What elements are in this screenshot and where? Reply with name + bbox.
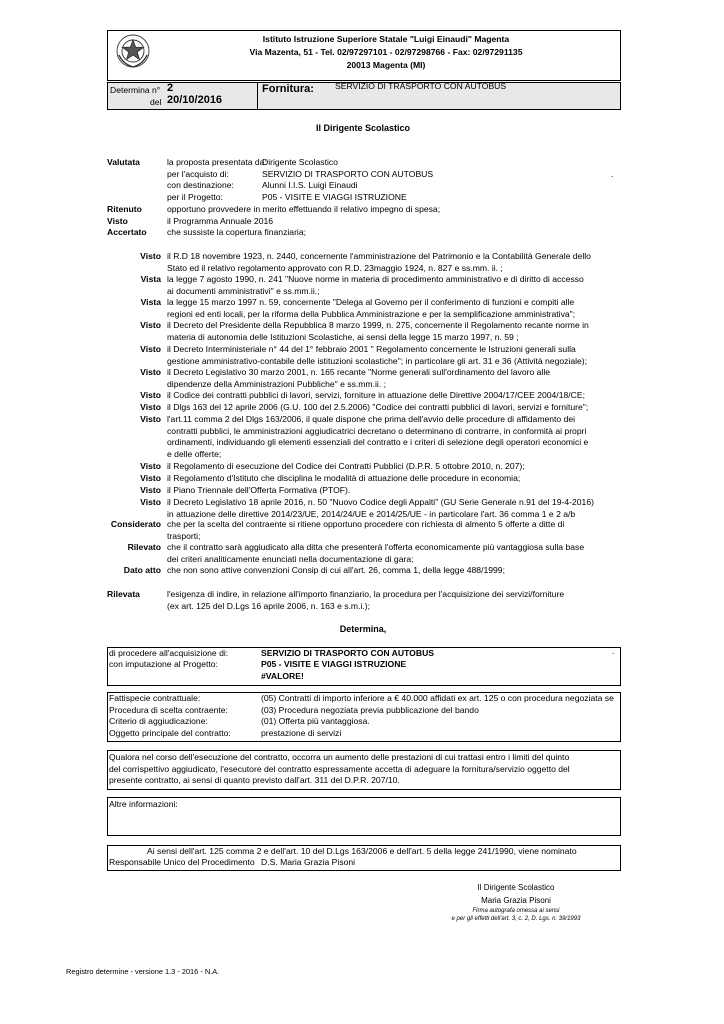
visto-line: la legge 7 agosto 1990, n. 241 "Nuove norme in materia di procedimento amministrativo e di diritto di accesso xyxy=(167,274,584,284)
acquisizione-value: SERVIZIO DI TRASPORTO CON AUTOBUS xyxy=(261,648,435,658)
visto-label: Visto xyxy=(140,402,161,412)
visto-label: Visto xyxy=(140,485,161,495)
rup-name: D.S. Maria Grazia Pisoni xyxy=(261,857,356,867)
visto-line: il Decreto Legislativo 18 aprile 2016, n. 50 "Nuovo Codice degli Appalti" (GU Serie Generale n.91 del 19-4-2016) xyxy=(167,497,594,507)
visto-label: Visto xyxy=(140,320,161,330)
school-name: Istituto Istruzione Superiore Statale "Luigi Einaudi" Magenta xyxy=(262,34,510,44)
determina-date: 20/10/2016 xyxy=(167,94,223,106)
valutata-value: Alunni I.I.S. Luigi Einaudi xyxy=(262,180,358,191)
determina-number: 2 xyxy=(167,82,174,94)
valutata-value: SERVIZIO DI TRASPORTO CON AUTOBUS xyxy=(262,168,434,179)
visto-line: ordinamenti, individuando gli elementi essenziali del contratto e i criteri di selezione degli operatori economici e xyxy=(167,437,589,448)
valutata-label: Valutata xyxy=(107,157,140,167)
determina-divider xyxy=(257,82,258,110)
visto-line: il Regolamento d'Istituto che disciplina le modalità di attuazione delle procedure in economia; xyxy=(167,473,521,483)
valutata-dot: . xyxy=(611,169,614,179)
premise-label: Accertato xyxy=(107,227,147,238)
valutata-key: per l'acquisto di: xyxy=(167,168,229,179)
premise-label: Visto xyxy=(107,215,128,226)
visto-label: Visto xyxy=(140,461,161,471)
visto-line: il Dlgs 163 del 12 aprile 2006 (G.U. 100 del 2.5.2006) "Codice dei contratti pubblici di lavori, servizi e forniture"; xyxy=(167,402,589,412)
visto-line: il Decreto Legislativo 30 marzo 2001, n. 165 recante "Norme generali sull'ordinamento del lavoro alle xyxy=(167,367,551,377)
acquisizione-value: #VALORE! xyxy=(261,670,304,681)
visto-line: trasporti; xyxy=(167,530,201,541)
visto-line: gestione amministrativo-contabile delle istituzioni scolastiche"; in particolare gli art. 31 e 36 (Attività negoziale); xyxy=(167,355,588,366)
visto-label: Vista xyxy=(140,297,161,307)
contratto-key: Criterio di aggiudicazione: xyxy=(109,716,208,727)
school-address: Via Mazenta, 51 - Tel. 02/97297101 - 02/97298766 - Fax: 02/97291135 xyxy=(249,47,523,57)
fornitura-label: Fornitura: xyxy=(262,83,314,95)
visto-line: che non sono attive convenzioni Consip di cui all'art. 26, comma 1, della legge 488/1999; xyxy=(167,565,505,575)
visto-label: Dato atto xyxy=(123,565,161,575)
signature-note-2: e per gli effetti dell'art. 3, c. 2, D. Lgs. n. 39/1993 xyxy=(451,916,581,922)
determina-del-label: del xyxy=(150,97,162,107)
contratto-key: Fattispecie contrattuale: xyxy=(109,693,201,703)
visto-line: l'art.11 comma 2 del Dlgs 163/2006, il quale dispone che prima dell'avvio delle procedure di affidamento dei xyxy=(167,414,576,424)
contratto-value: prestazione di servizi xyxy=(261,727,342,738)
contratto-value: (05) Contratti di importo inferiore a € 40.000 affidati ex art. 125 o con procedura negoziata se xyxy=(261,693,614,703)
signature-role: Il Dirigente Scolastico xyxy=(477,883,555,892)
valutata-key: la proposta presentata da: xyxy=(167,157,267,167)
visto-line: regioni ed enti locali, per la riforma della Pubblica Amministrazione e per la semplificazione amministrativa"; xyxy=(167,308,576,319)
acquisizione-dot: . xyxy=(612,646,615,656)
determina-title: Determina, xyxy=(339,624,387,634)
quinto-line: presente contratto, ai sensi di quanto previsto dall'art. 311 del D.P.R. 207/10. xyxy=(109,775,400,786)
rilevata-line: (ex art. 125 del D.Lgs 16 aprile 2006, n. 163 e s.m.i.); xyxy=(167,600,371,611)
valutata-key: per il Progetto: xyxy=(167,191,223,202)
visto-line: e delle offerte; xyxy=(167,448,222,459)
page-title: Il Dirigente Scolastico xyxy=(315,123,411,133)
visto-line: il Codice dei contratti pubblici di lavori, servizi, forniture in attuazione delle Direttive 2004/17/CEE 2004/18/CE; xyxy=(167,390,585,400)
premise-text: il Programma Annuale 2016 xyxy=(167,215,274,226)
visto-line: che il contratto sarà aggiudicato alla ditta che presenterà l'offerta economicamente più vantaggiosa sulla base xyxy=(167,542,585,552)
visto-line: che per la scelta del contraente si ritiene opportuno procedere con richiesta di almento 5 offerte a ditte di xyxy=(167,519,565,529)
fornitura-value: SERVIZIO DI TRASPORTO CON AUTOBUS xyxy=(335,81,507,91)
valutata-key: con destinazione: xyxy=(167,180,234,191)
visto-label: Visto xyxy=(140,473,161,483)
school-city: 20013 Magenta (MI) xyxy=(346,60,426,70)
valutata-value: P05 - VISITE E VIAGGI ISTRUZIONE xyxy=(262,191,407,202)
altre-info-box xyxy=(107,797,621,836)
visto-label: Visto xyxy=(140,414,161,424)
visto-line: dipendenze della Amministrazioni Pubbliche" e ss.mm.ii. ; xyxy=(167,378,386,389)
visto-label: Visto xyxy=(140,497,161,507)
footer-text: Registro determine - versione 1.3 - 2016 - N.A. xyxy=(66,967,220,976)
premise-text: che sussiste la copertura finanziaria; xyxy=(167,227,307,238)
signature-name: Maria Grazia Pisoni xyxy=(481,896,551,905)
acquisizione-key: di procedere all'acquisizione di: xyxy=(109,648,229,658)
quinto-line: del corrispettivo aggiudicato, l'esecutore del contratto espressamente accetta di adeguare la fornitura/servizio oggetto del xyxy=(109,763,570,774)
visto-line: materia di autonomia delle Istituzioni Scolastiche, ai sensi della legge 15 marzo 1997, n. 59 ; xyxy=(167,331,519,342)
premise-label: Ritenuto xyxy=(107,204,142,214)
acquisizione-key: con imputazione al Progetto: xyxy=(109,659,218,670)
signature-note-1: Firma autografa omessa ai sensi xyxy=(472,908,560,914)
visto-label: Considerato xyxy=(110,519,161,529)
visto-label: Visto xyxy=(140,367,161,377)
visto-line: il Decreto del Presidente della Repubblica 8 marzo 1999, n. 275, concernente il Regolamento recante norme in xyxy=(167,320,589,330)
visto-line: il R.D 18 novembre 1923, n. 2440, concernente l'amministrazione del Patrimonio e la Contabilità Generale dello xyxy=(167,251,591,261)
visto-label: Vista xyxy=(140,274,161,284)
visto-label: Rilevato xyxy=(127,542,161,552)
rup-text: Ai sensi dell'art. 125 comma 2 e dell'art. 10 del D.Lgs 163/2006 e dell'art. 5 della legge 241/1990, viene nominato xyxy=(147,846,577,856)
visto-line: in attuazione delle direttive 2014/23/UE, 2014/24/UE e 2014/25/UE - in particolare l'art. 36 comma 1 e 2 a/b xyxy=(167,508,576,519)
rup-label: Responsabile Unico del Procedimento xyxy=(109,857,255,867)
acquisizione-value: P05 - VISITE E VIAGGI ISTRUZIONE xyxy=(261,659,407,670)
premise-text: opportuno provvedere in merito effettuando il relativo impegno di spesa; xyxy=(167,204,441,214)
visto-line: il Decreto Interministeriale n° 44 del 1° febbraio 2001 " Regolamento concernente le Istruzioni generali sulla xyxy=(167,344,576,354)
contratto-key: Oggetto principale del contratto: xyxy=(109,727,231,738)
visto-label: Visto xyxy=(140,390,161,400)
rilevata-label: Rilevata xyxy=(107,589,140,599)
republic-emblem-icon xyxy=(115,33,151,69)
visto-line: la legge 15 marzo 1997 n. 59, concernente "Delega al Governo per il conferimento di funzioni e compiti alle xyxy=(167,297,575,307)
visto-line: il Piano Triennale dell'Offerta Formativa (PTOF). xyxy=(167,485,351,495)
rilevata-line: l'esigenza di indire, in relazione all'importo finanziario, la procedura per l'acquisizione dei servizi/forniture xyxy=(167,589,565,599)
altre-info-label: Altre informazioni: xyxy=(109,799,178,809)
visto-line: contratti pubblici, le amministrazioni aggiudicatrici decretano o determinano di contrarre, in conformità ai propri xyxy=(167,425,587,436)
visto-line: ai documenti amministrativi" e ss.mm.ii.; xyxy=(167,285,320,296)
contratto-value: (03) Procedura negoziata previa pubblicazione del bando xyxy=(261,704,479,715)
visto-label: Visto xyxy=(140,344,161,354)
contratto-value: (01) Offerta più vantaggiosa. xyxy=(261,716,370,727)
contratto-key: Procedura di scelta contraente: xyxy=(109,704,228,715)
visto-label: Visto xyxy=(140,251,161,261)
visto-line: Stato ed il relativo regolamento approvato con R.D. 23maggio 1924, n. 827 e ss.mm. ii. ; xyxy=(167,262,503,273)
visto-line: il Regolamento di esecuzione del Codice dei Contratti Pubblici (D.P.R. 5 ottobre 2010, n. 207); xyxy=(167,461,525,471)
visto-line: dei criteri analiticamente enunciati nella documentazione di gara; xyxy=(167,553,414,564)
determina-label: Determina n° xyxy=(110,85,161,95)
valutata-value: Dirigente Scolastico xyxy=(262,157,338,167)
quinto-line: Qualora nel corso dell'esecuzione del contratto, occorra un aumento delle prestazioni di cui trattasi entro i limiti del quinto xyxy=(109,752,570,762)
